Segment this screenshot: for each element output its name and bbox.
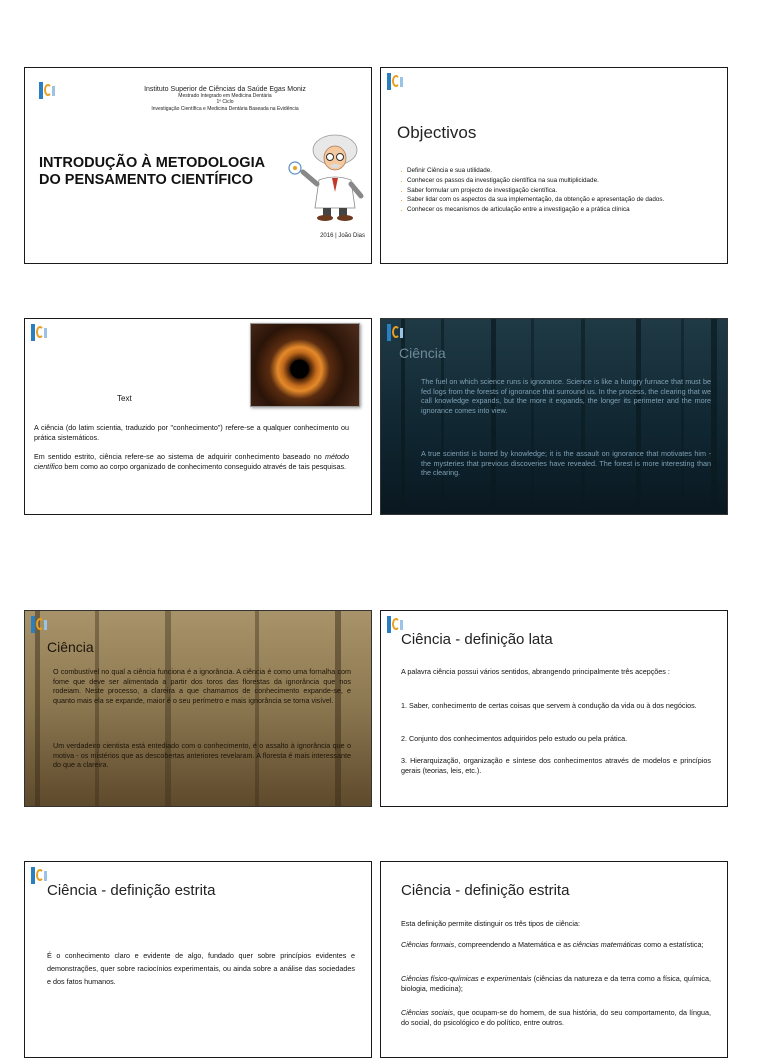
course-name: Mestrado Integrado em Medicina Dentária <box>178 93 272 99</box>
definition-intro: A palavra ciência possui vários sentidos, abrangendo principalmente três acepções : <box>401 667 670 676</box>
slide-title: Ciência <box>47 639 94 655</box>
text-emphasis: Ciências sociais <box>401 1008 453 1017</box>
text-emphasis: Ciências físico-químicas e experimentais <box>401 974 532 983</box>
strict-definition: É o conhecimento claro e evidente de algo, fundado quer sobre princípios evidentes e demonstrações, quer sobre raciocínios experimentais, ou ainda sobre a análise das sociedades e dos fatos humanos. <box>47 951 355 986</box>
text-emphasis: método científico <box>34 452 349 471</box>
definition-item-1: 1. Saber, conhecimento de certas coisas que servem à condução da vida ou à dos negócios. <box>401 701 697 710</box>
text-emphasis: Ciências formais <box>401 940 455 949</box>
slide-title: Objectivos <box>397 123 477 142</box>
unit-name: Investigação Científica e Medicina Dentária Baseada na Evidência <box>151 105 299 112</box>
image-label: Text <box>117 394 132 403</box>
list-item: · Conhecer os passos da investigação científica na sua multiplicidade. <box>399 176 711 186</box>
scientist-cartoon <box>285 130 370 222</box>
egas-moniz-logo <box>387 73 413 93</box>
slide-title: Ciência <box>399 345 446 361</box>
formal-sciences <box>401 940 711 950</box>
slide-title: Ciência - definição estrita <box>47 882 216 899</box>
slide-4 <box>380 318 728 515</box>
science-definition-1: A ciência (do latim scientia, traduzido por "conhecimento") refere-se a qualquer conhecimento ou prática sistemáticos. <box>34 423 349 442</box>
science-definition-2 <box>34 452 349 471</box>
slide-title: Ciência - definição estrita <box>401 882 570 899</box>
slide-6 <box>380 610 728 807</box>
list-item: · Saber formular um projecto de investigação científica. <box>399 186 711 196</box>
egas-moniz-logo <box>31 616 57 636</box>
science-types-intro: Esta definição permite distinguir os três tipos de ciência: <box>401 919 580 928</box>
text-span: (ciências da natureza e da terra como a física, química, biologia, medicina); <box>401 974 711 993</box>
text-span: , que ocupam-se do homem, de sua história, do seu comportamento, da língua, do social, do psicológico e do político, entre outros. <box>401 1008 712 1027</box>
text-span: , compreendendo a Matemática e as <box>454 940 573 949</box>
eye-image <box>250 323 360 407</box>
title-line-2: DO PENSAMENTO CIENTÍFICO <box>39 172 254 189</box>
slide-2 <box>380 67 728 264</box>
list-item: · Definir Ciência e sua utilidade. <box>399 166 711 176</box>
slide-title: Ciência - definição lata <box>401 631 553 648</box>
egas-moniz-logo <box>39 82 65 102</box>
list-item: · Saber lidar com os aspectos da sua implementação, da obtenção e apresentação de dados. <box>399 195 711 205</box>
quote-paragraph-2: Um verdadeiro cientista está entediado com o conhecimento, é o assalto à ignorância que o motiva - os mistérios que as descobertas anteriores revelaram. A floresta é mais interessante do que a clareira. <box>53 741 351 770</box>
text-span: como a estatística; <box>641 940 704 949</box>
slide-7 <box>24 861 372 1058</box>
social-sciences <box>401 1008 711 1027</box>
physical-sciences <box>401 974 711 993</box>
quote-paragraph-1: O combustível no qual a ciência funciona é a ignorância. A ciência é como uma fornalha com fome que deve ser alimentada a partir dos toros das florestas da ignorância que nos rodeiam. Neste processo, a clareira a que chamamos de conhecimento expande-se, e quanto mais ela se expande, maior é o seu perímetro e mais ignorância se torna visível. <box>53 667 351 706</box>
slide-3 <box>24 318 372 515</box>
cycle-name: 1º Ciclo <box>216 99 234 106</box>
quote-paragraph-2: A true scientist is bored by knowledge; it is the assault on ignorance that motivates him - the mysteries that previous discoveries have revealed. The forest is more interesting than the clearing. <box>421 449 711 478</box>
egas-moniz-logo <box>387 324 413 344</box>
slide-5 <box>24 610 372 807</box>
text-span: bem como ao corpo organizado de conhecimento conseguido através de tais pesquisas. <box>62 461 347 471</box>
slide-8 <box>380 861 728 1058</box>
institution-name: Instituto Superior de Ciências da Saúde Egas Moniz <box>144 86 306 93</box>
definition-item-2: 2. Conjunto dos conhecimentos adquiridos pelo estudo ou pela prática. <box>401 734 628 743</box>
quote-paragraph-1: The fuel on which science runs is ignorance. Science is like a hungry furnace that must be fed logs from the forests of ignorance that surround us. In the process, the clearing that we call knowledge expands, but the more it expands, the longer its perimeter and the more ignorance comes into view. <box>421 377 711 416</box>
slide-1 <box>24 67 372 264</box>
definition-item-3: 3. Hierarquização, organização e síntese dos conhecimentos através de modelos e princípios gerais (teorias, leis, etc.). <box>401 756 711 775</box>
text-emphasis: ciências matemáticas <box>572 940 642 949</box>
author-footer: 2016 | João Dias <box>320 233 365 239</box>
egas-moniz-logo <box>31 324 57 344</box>
presentation-title <box>39 155 265 190</box>
text-span: Em sentido estrito, ciência refere-se ao sistema de adquirir conhecimento baseado no <box>34 452 326 461</box>
objectives-list <box>399 166 711 215</box>
list-item: · Conhecer os mecanismos de articulação entre a investigação e a prática clínica <box>399 205 711 215</box>
title-line-1: INTRODUÇÃO À METODOLOGIA <box>39 155 266 171</box>
